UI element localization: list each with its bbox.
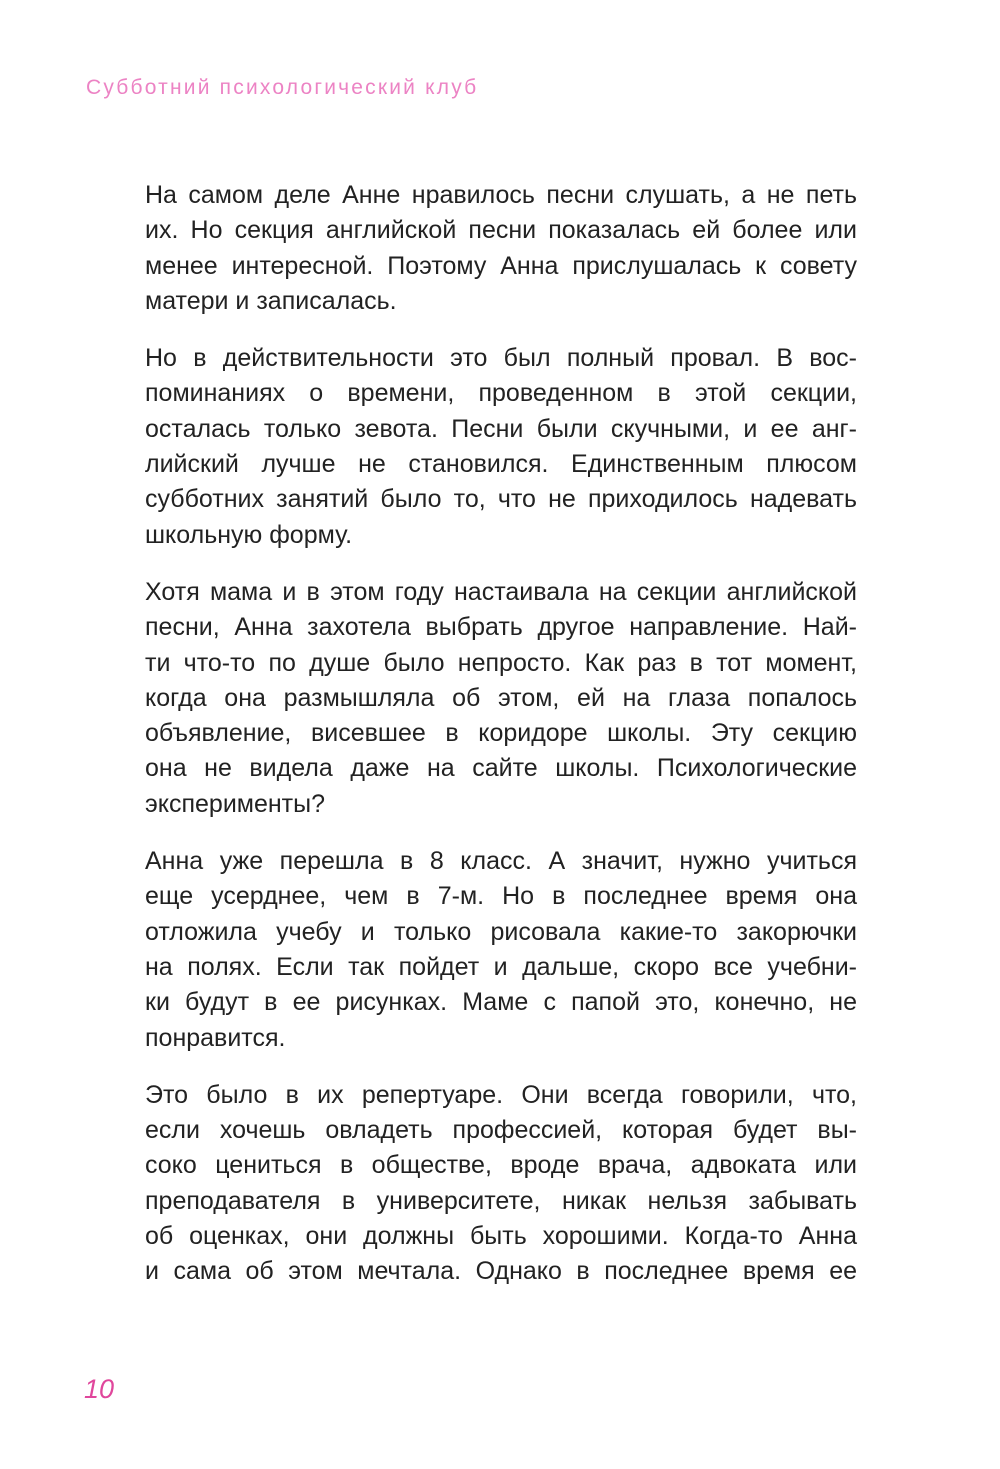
paragraph (145, 575, 857, 822)
text-line: их. Но секция английской песни показалась ей более или (145, 216, 857, 245)
text-line: когда она размышляла об этом, ей на глаза попалось (145, 683, 857, 712)
text-line: ти что-то по душе было непросто. Как раз в тот момент, (145, 648, 857, 677)
text-line: отложила учебу и только рисовала какие-то закорючки (145, 917, 857, 946)
text-line: если хочешь овладеть профессией, которая будет вы- (145, 1116, 857, 1145)
text-line: преподавателя в университете, никак нельзя забывать (145, 1186, 857, 1215)
text-line: Хотя мама и в этом году настаивала на секции английской (145, 577, 857, 606)
page-number: 10 (84, 1374, 115, 1404)
text-line: лийский лучше не становился. Единственным плюсом (145, 450, 857, 479)
text-line: На самом деле Анне нравилось песни слушать, а не петь (145, 181, 857, 209)
text-line: осталась только зевота. Песни были скучными, и ее анг- (145, 414, 857, 443)
text-line: песни, Анна захотела выбрать другое направление. Най- (145, 613, 857, 642)
text-line: об оценках, они должны быть хорошими. Когда-то Анна (145, 1222, 857, 1251)
text-line: эксперименты? (145, 789, 326, 818)
paragraph (145, 341, 857, 553)
text-line: менее интересной. Поэтому Анна прислушалась к совету (145, 251, 857, 280)
text-line: Анна уже перешла в 8 класс. А значит, нужно учиться (145, 847, 857, 876)
paragraph (145, 844, 857, 1056)
running-header: Субботний психологический клуб (86, 76, 479, 99)
text-line: она не видела даже на сайте школы. Психологические (145, 754, 857, 783)
text-line: и сама об этом мечтала. Однако в последнее время ее (145, 1257, 857, 1286)
text-line: ки будут в ее рисунках. Маме с папой это, конечно, не (145, 988, 857, 1017)
text-line: поминаниях о времени, проведенном в этой секции, (145, 379, 857, 408)
paragraph (145, 1078, 857, 1290)
text-line: на полях. Если так пойдет и дальше, скоро все учебни- (145, 952, 857, 981)
text-line: матери и записалась. (145, 286, 397, 315)
text-line: субботних занятий было то, что не приходилось надевать (145, 485, 857, 514)
text-line: Но в действительности это был полный провал. В вос- (145, 344, 857, 373)
text-line: объявление, висевшее в коридоре школы. Эту секцию (145, 719, 857, 748)
paragraph (145, 178, 857, 319)
text-line: соко цениться в обществе, вроде врача, адвоката или (145, 1151, 857, 1180)
text-line: понравится. (145, 1023, 286, 1052)
text-line: школьную форму. (145, 520, 353, 549)
body-text (145, 178, 857, 1312)
text-line: Это было в их репертуаре. Они всегда говорили, что, (145, 1080, 857, 1109)
text-line: еще усерднее, чем в 7-м. Но в последнее время она (145, 882, 857, 911)
